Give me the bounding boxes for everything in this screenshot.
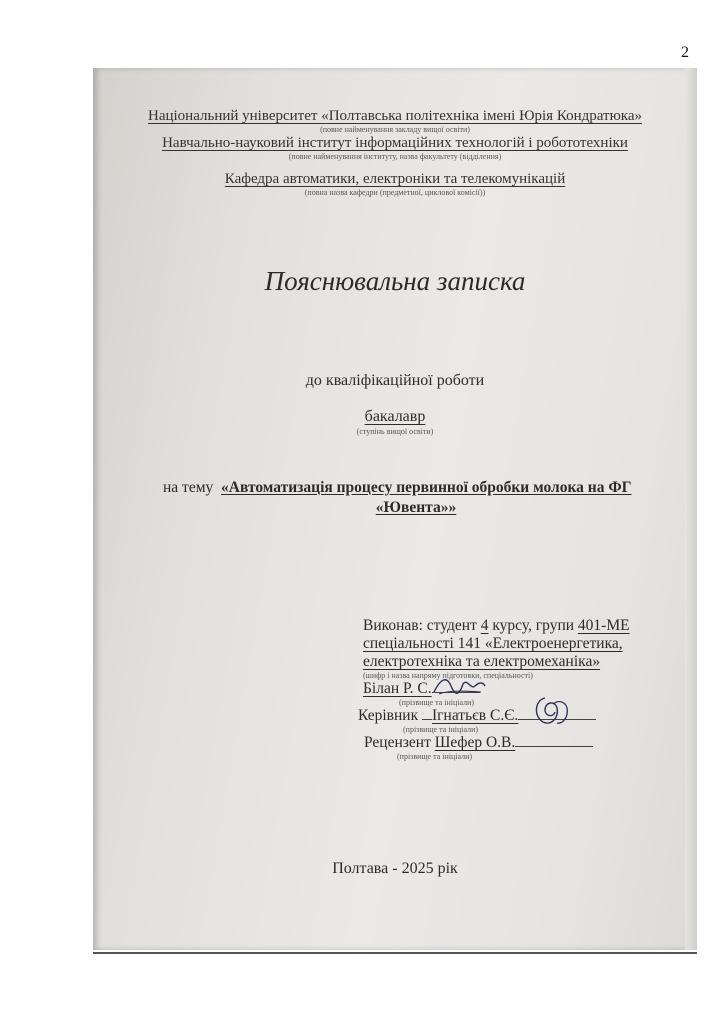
author-name: Білан Р. С. [363, 680, 480, 698]
document-photo [93, 68, 697, 950]
specialty-caption: (шифр і назва напряму підготовки, спеціальності) [363, 671, 533, 680]
reviewer-label: Рецензент [364, 734, 431, 751]
degree-value: бакалавр [364, 408, 426, 425]
author-name-caption: (прізвище та ініціали) [399, 698, 475, 707]
supervisor-signature [531, 694, 573, 728]
author-specialty-line-2: електротехніка та електромеханіка» [363, 653, 601, 670]
supervisor-label: Керівник [358, 707, 419, 724]
bottom-rule [93, 952, 697, 954]
thesis-topic [163, 478, 683, 518]
reviewer-name: Шефер О.В. [434, 734, 516, 751]
university-caption: (повне найменування закладу вищої освіти) [320, 125, 470, 134]
author-signature [431, 674, 487, 700]
course-number: 4 [480, 617, 489, 634]
paper-edge [685, 68, 697, 950]
topic-label: на тему [163, 479, 214, 496]
department-name: Кафедра автоматики, електроніки та телекомунікацій [224, 171, 566, 187]
supervisor-caption: (прізвище та ініціали) [403, 725, 479, 734]
city-year: Полтава - 2025 рік [332, 860, 458, 877]
document-title: Пояснювальна записка [264, 266, 526, 296]
supervisor-name: Ігнатьєв С.Є. [432, 707, 519, 724]
department-caption: (повна назва кафедри (предметної, циклової комісії)) [304, 188, 486, 197]
page-number: 2 [681, 44, 689, 61]
author-specialty-line-1: спеціальності 141 «Електроенергетика, [363, 635, 623, 652]
group-number: 401-МЕ [577, 617, 630, 634]
author-line-1: Виконав: студент 4 курсу, групи 401-МЕ [363, 617, 630, 634]
university-name: Національний університет «Полтавська політехніка імені Юрія Кондратюка» [147, 108, 642, 124]
topic-line-1: «Автоматизація процесу первинної обробки молока на ФГ [221, 479, 632, 496]
document-subtitle: до кваліфікаційної роботи [305, 372, 485, 389]
reviewer-caption: (прізвище та ініціали) [397, 752, 473, 761]
institute-name: Навчально-науковий інститут інформаційних технологій і робототехніки [162, 135, 628, 151]
degree-caption: (ступінь вищої освіти) [356, 427, 434, 436]
institute-caption: (повне найменування інституту, назва факультету (відділення) [288, 152, 502, 161]
reviewer-line [364, 734, 593, 752]
topic-line-2: «Ювента»» [375, 499, 457, 516]
